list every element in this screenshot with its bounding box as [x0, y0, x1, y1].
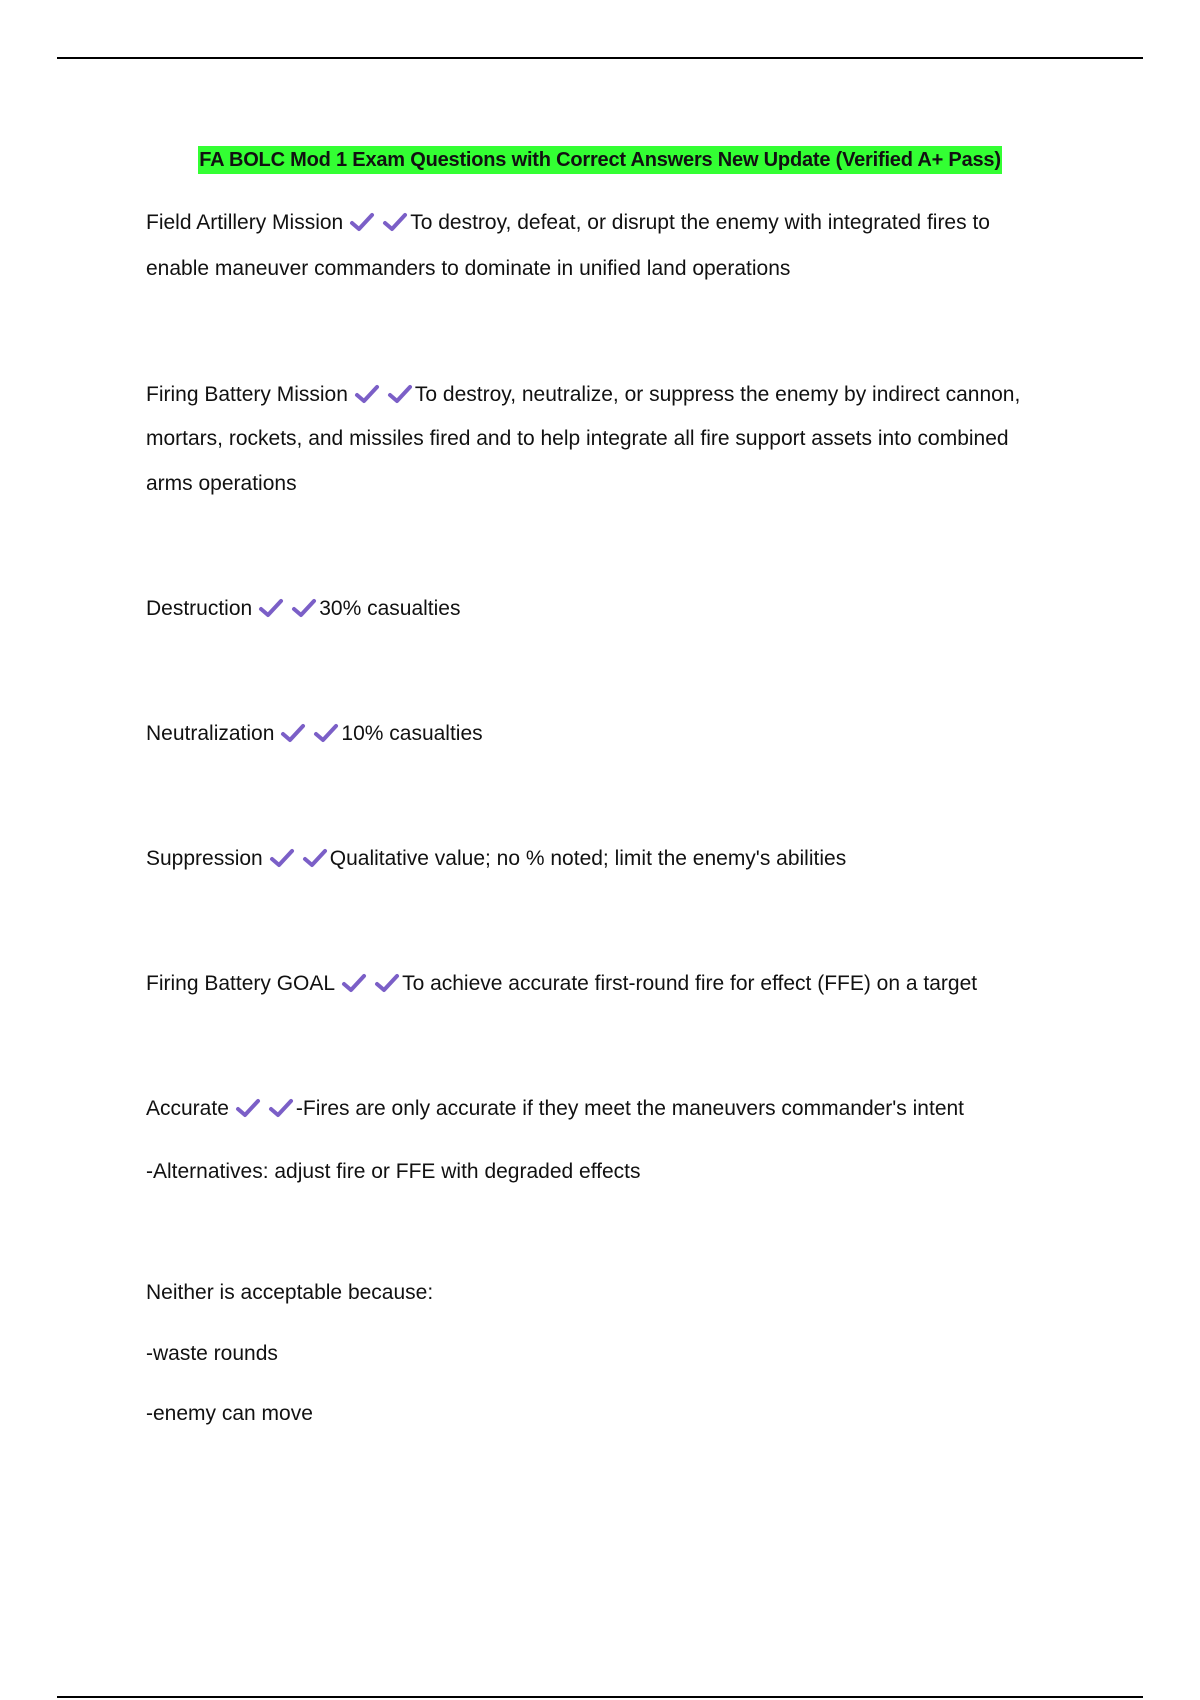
answer-continuation: arms operations [146, 472, 297, 495]
footer-rule [57, 1696, 1143, 1698]
answer: To destroy, neutralize, or suppress the enemy by indirect cannon, [414, 383, 1021, 406]
answer-continuation: enable maneuver commanders to dominate in unified land operations [146, 257, 791, 280]
purple-check-icon [291, 598, 317, 618]
qa-entry-field-artillery-mission [146, 209, 990, 237]
answer: -Fires are only accurate if they meet the maneuvers commander's intent [295, 1097, 965, 1120]
purple-check-icon [349, 212, 375, 232]
document-title: FA BOLC Mod 1 Exam Questions with Correct Answers New Update (Verified A+ Pass) [198, 146, 1002, 174]
purple-check-icon [374, 973, 400, 993]
qa-entry-accurate [146, 1095, 964, 1123]
answer-continuation: -waste rounds [146, 1342, 278, 1365]
purple-check-icon [269, 848, 295, 868]
purple-check-icon [387, 384, 413, 404]
qa-entry-neutralization [146, 720, 483, 748]
answer: 30% casualties [319, 597, 461, 620]
purple-check-icon [354, 384, 380, 404]
qa-entry-firing-battery-goal [146, 970, 977, 998]
term: Field Artillery Mission [146, 211, 344, 234]
answer-continuation: -Alternatives: adjust fire or FFE with degraded effects [146, 1160, 641, 1183]
purple-check-icon [258, 598, 284, 618]
answer: To destroy, defeat, or disrupt the enemy with integrated fires to [410, 211, 990, 234]
term: Neutralization [146, 722, 275, 745]
purple-check-icon [341, 973, 367, 993]
term: Accurate [146, 1097, 229, 1120]
answer-continuation: Neither is acceptable because: [146, 1281, 434, 1304]
term: Suppression [146, 847, 263, 870]
term: Firing Battery Mission [146, 383, 348, 406]
purple-check-icon [313, 723, 339, 743]
qa-entry-suppression [146, 845, 846, 873]
answer-continuation: mortars, rockets, and missiles fired and to help integrate all fire support assets into combined [146, 427, 1009, 450]
answer-continuation: -enemy can move [146, 1402, 313, 1425]
purple-check-icon [302, 848, 328, 868]
purple-check-icon [280, 723, 306, 743]
purple-check-icon [382, 212, 408, 232]
answer: 10% casualties [341, 722, 483, 745]
answer: To achieve accurate first-round fire for effect (FFE) on a target [402, 972, 978, 995]
qa-entry-destruction [146, 595, 460, 623]
purple-check-icon [235, 1098, 261, 1118]
header-rule [57, 57, 1143, 59]
qa-entry-firing-battery-mission [146, 381, 1020, 409]
answer: Qualitative value; no % noted; limit the enemy's abilities [329, 847, 847, 870]
term: Destruction [146, 597, 253, 620]
term: Firing Battery GOAL [146, 972, 336, 995]
purple-check-icon [268, 1098, 294, 1118]
title-container [0, 146, 1200, 174]
